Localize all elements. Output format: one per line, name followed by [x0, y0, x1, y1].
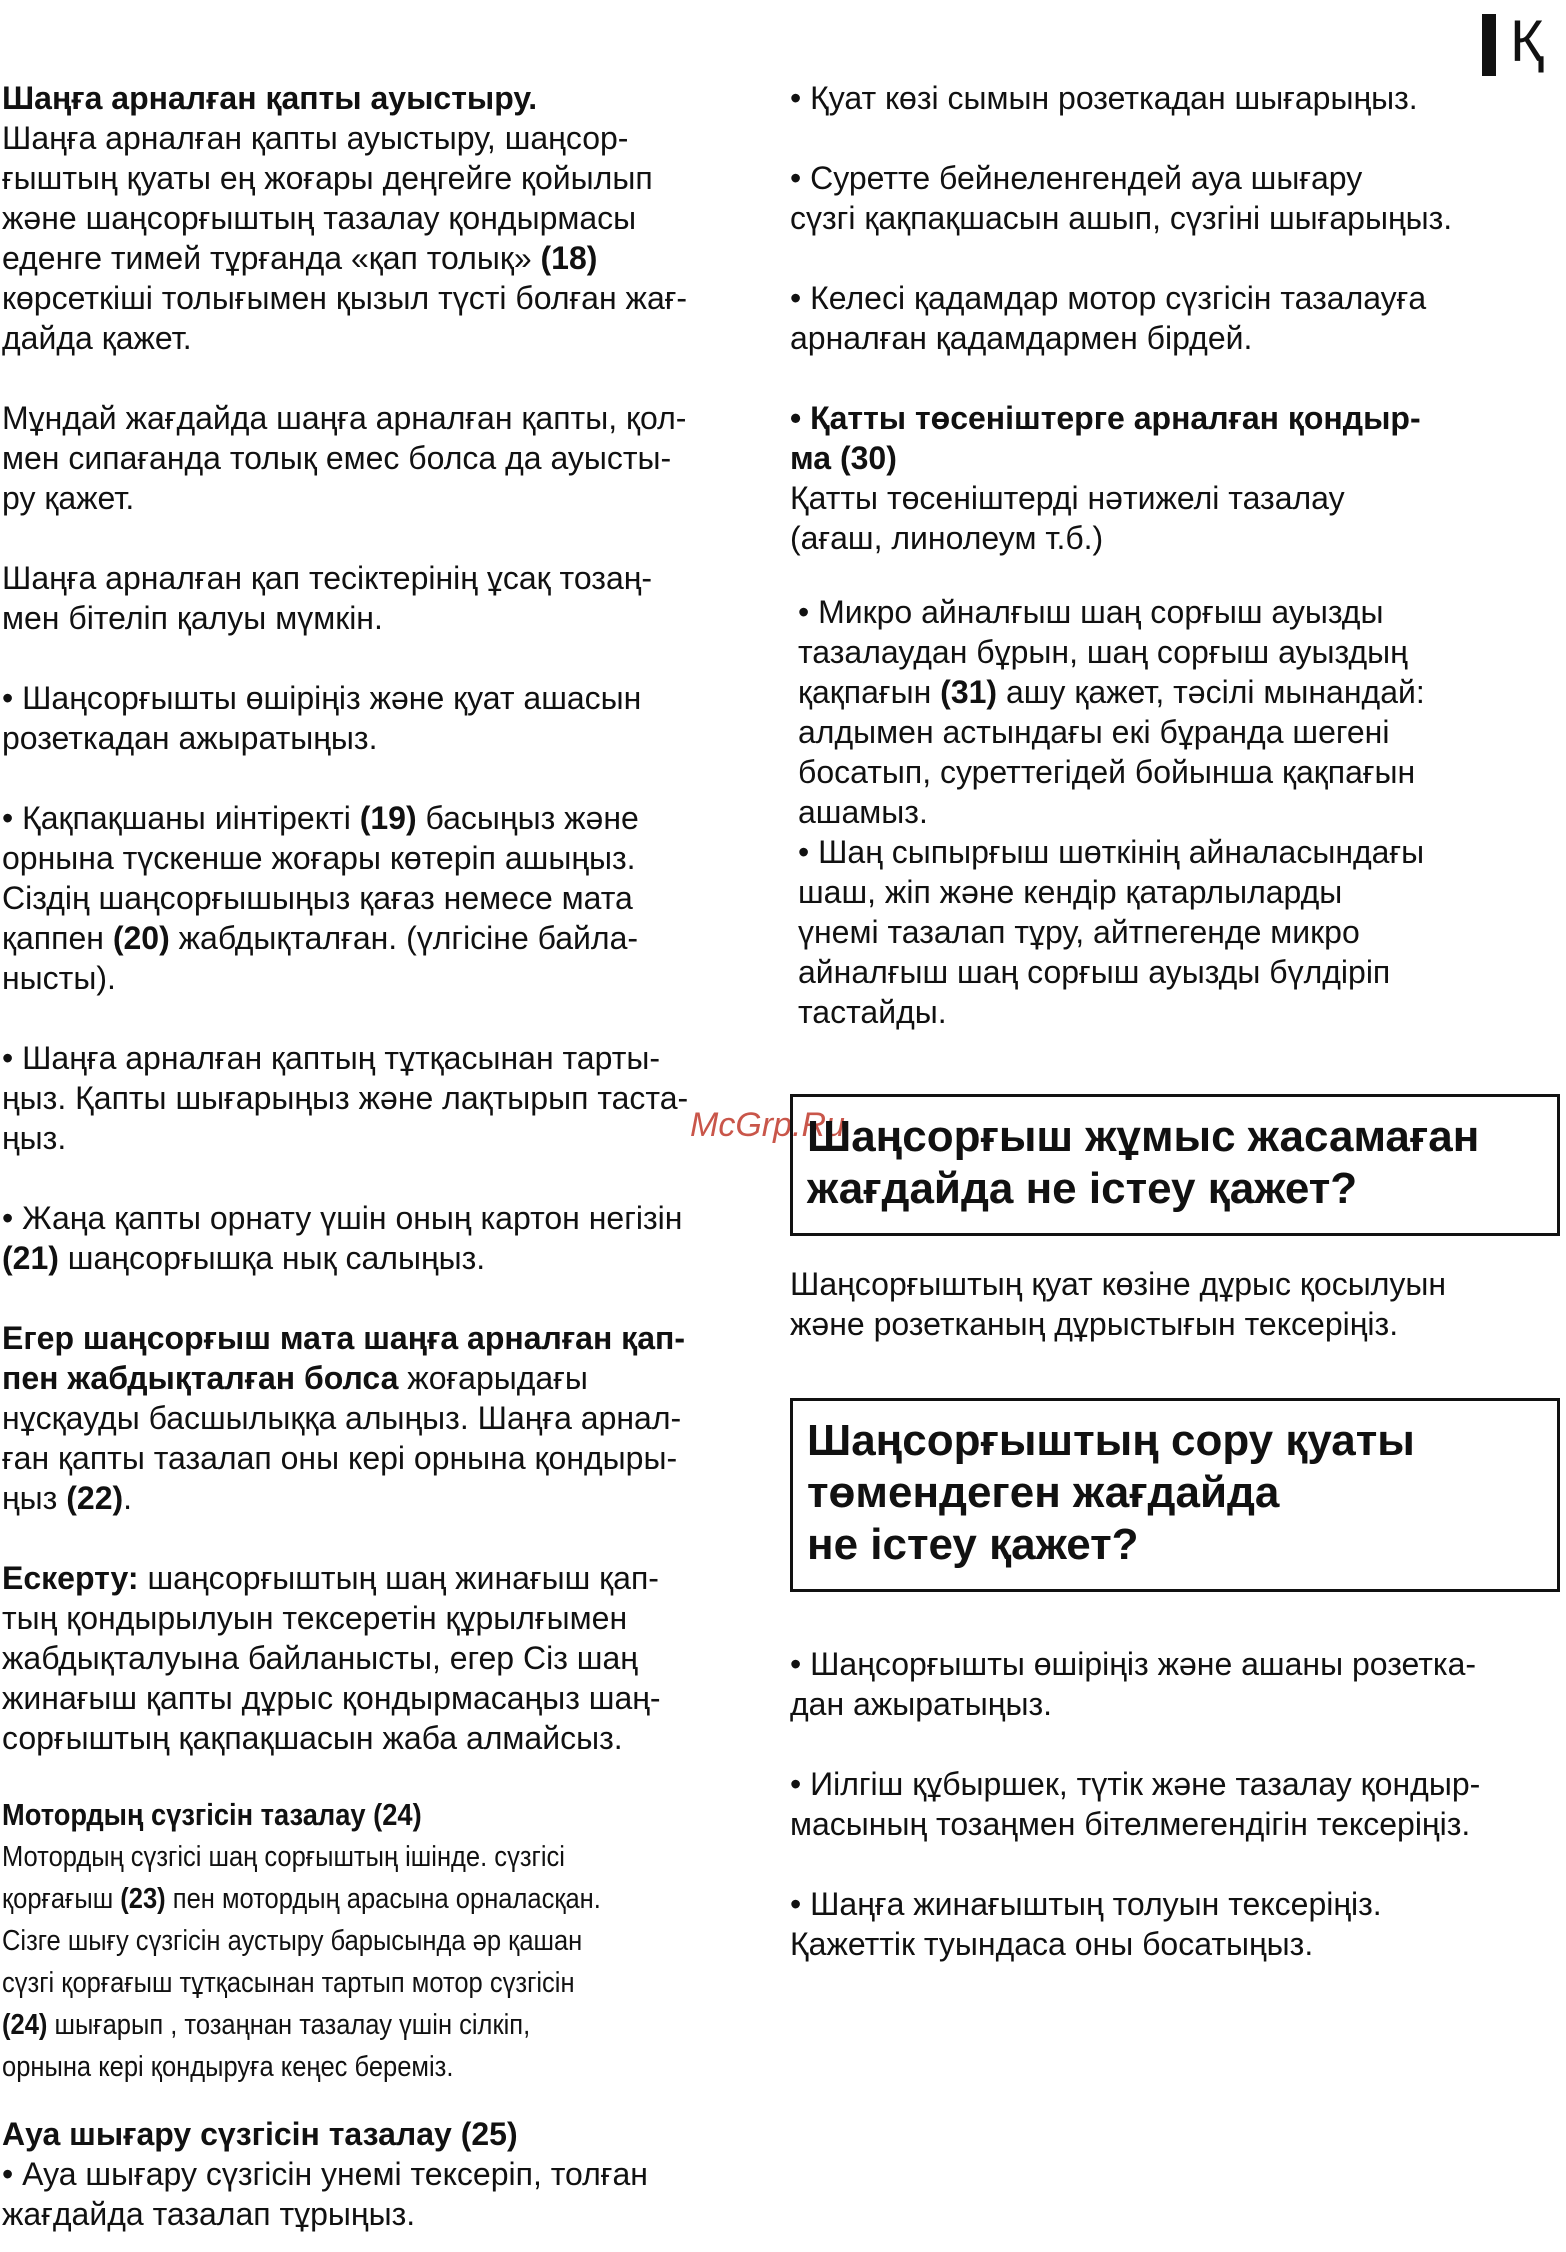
ref-18: (18): [540, 240, 598, 276]
ref-20: (20): [112, 920, 170, 956]
heading-hard-floor-nozzle: • Қатты төсеніштерге арналған қондыр- ма (30): [790, 400, 1421, 476]
paragraph-bag-pores: Шаңға арналған қап тесіктерінің ұсақ тозаң- мен бітеліп қалуы мүмкін.: [2, 560, 653, 636]
paragraph-replace-manual: Мұндай жағдайда шаңға арналған қапты, қол- мен сипағанда толық емес болса да ауысты- ру қажет.: [2, 400, 687, 516]
motor-filter-section: [2, 1794, 759, 2088]
right-column: [790, 78, 1560, 1964]
text: • Микро айналғыш шаң сорғыш ауызды тазалаудан бұрын, шаң сорғыш ауыздың қақпағын: [798, 594, 1408, 710]
text: Шаңға арналған қапты ауыстыру, шаңсор- ғыштың қуаты ең жоғары деңгейге қойылып және шаңсорғыштың тазалау қондырмасы еденге тимей тұрғанда «қап толық»: [2, 120, 653, 276]
paragraph-cloth-bag: Егер шаңсорғыш мата шаңға арналған қап- пен жабдықталған болса жоғарыдағы нұсқауды басшылыққа алыңыз. Шаңға арнал- ған қапты тазалап оны кері орнына қондыры- ңыз (22).: [2, 1320, 685, 1516]
bullet-micro-nozzle-cover: [798, 592, 1560, 832]
left-column: [2, 78, 770, 2234]
heading-motor-filter: Мотордың сүзгісін тазалау (24): [2, 1797, 422, 1832]
ref-23: (23): [120, 1883, 166, 1915]
paragraph-hard-floor: Қатты төсеніштерді нәтижелі тазалау (ағаш, линолеум т.б.): [790, 480, 1345, 556]
bullet-install-bag: [2, 1198, 770, 1278]
ref-21: (21): [2, 1240, 59, 1276]
watermark: McGrp.Ru: [690, 1106, 845, 1144]
paragraph-motor-filter: [2, 1836, 759, 2088]
ref-19: (19): [359, 800, 417, 836]
text: ашу қажет, тәсілі мынандай: алдымен астындағы екі бұранда шегені босатып, суреттегідей бойынша қақпағын ашамыз.: [798, 674, 1425, 830]
text: жоғарыдағы нұсқауды басшылыққа алыңыз. Шаңға арнал- ған қапты тазалап оны кері орнына қондыры- ңыз: [2, 1360, 682, 1516]
text: шаңсорғыштың шаң жинағыш қап- тың қондырылуын тексеретін құрылғымен жабдықталуына байланысты, егер Сіз шаң жинағыш қапты дұрыс қондырмасаңыз шаң- сорғыштың қақпақшасын жаба алмайсыз.: [2, 1560, 661, 1756]
ref-31: (31): [940, 674, 998, 710]
faq-box-not-working: Шаңсорғыш жұмыс жасамаған жағдайда не істеу қажет?: [790, 1094, 1560, 1236]
text: көрсеткіші толығымен қызыл түсті болған жағ- дайда қажет.: [2, 280, 688, 356]
paragraph-replace-intro: [2, 118, 770, 358]
ref-24: (24): [2, 2009, 48, 2041]
bullet-same-steps: • Келесі қадамдар мотор сүзгісін тазалауға арналған қадамдармен бірдей.: [790, 280, 1427, 356]
bold-text: Егер шаңсорғыш мата шаңға арналған қап- пен жабдықталған болса: [2, 1320, 685, 1396]
text: Мотордың сүзгісі шаң сорғыштың ішінде. сүзгісі қорғағыш: [2, 1841, 565, 1915]
bullet-brush-cleaning: • Шаң сыпырғыш шөткінің айналасындағы шаш, жіп және кендір қатарлыларды үнемі тазалап тұру, айтпегенде микро айналғыш шаң сорғыш ауызды бүлдіріп тастайды.: [798, 834, 1425, 1030]
heading-exhaust-filter: Ауа шығару сүзгісін тазалау (25): [2, 2116, 518, 2152]
text: пен мотордың арасына орналасқан. Сізге шығу сүзгісін аустыру барысында әр қашан сүзгі қорғағыш тұтқасынан тартып мотор сүзгісін: [2, 1883, 601, 1999]
language-letter: Қ: [1510, 9, 1544, 74]
bullet-open-exhaust-cover: • Суретте бейнеленгендей ауа шығару сүзгі қақпақшасын ашып, сүзгіні шығарыңыз.: [790, 160, 1453, 236]
text: • Қақпақшаны иінтіректі: [2, 800, 351, 836]
language-tab-marker: [1482, 14, 1496, 76]
ref-22: (22): [66, 1480, 124, 1516]
bullet-switch-off-unplug: • Шаңсорғышты өшіріңіз және ашаны розетка- дан ажыратыңыз.: [790, 1646, 1477, 1722]
bullet-check-bag-full: • Шаңға жинағыштың толуын тексеріңіз. Қажеттік туындаса оны босатыңыз.: [790, 1886, 1382, 1962]
paragraph-warning: [2, 1558, 770, 1758]
bullet-remove-bag: • Шаңға арналған қаптың тұтқасынан тарты- ңыз. Қапты шығарыңыз және лақтырып таста- ңыз.: [2, 1040, 689, 1156]
bullet-open-cover: [2, 798, 770, 998]
text: • Жаңа қапты орнату үшін оның картон негізін: [2, 1200, 683, 1236]
bullet-exhaust-filter: • Ауа шығару сүзгісін унемі тексеріп, толған жағдайда тазалап тұрыңыз.: [2, 2156, 648, 2232]
text: шаңсорғышқа нық салыңыз.: [67, 1240, 486, 1276]
faq-box-low-suction: Шаңсорғыштың сору қуаты төмендеген жағдайда не істеу қажет?: [790, 1398, 1560, 1592]
warning-label: Ескерту:: [2, 1560, 139, 1596]
text: жабдықталған. (үлгісіне байла- нысты).: [2, 920, 639, 996]
heading-replace-bag: Шаңға арналған қапты ауыстыру.: [2, 80, 538, 116]
bullet-switch-off: • Шаңсорғышты өшіріңіз және қуат ашасын розеткадан ажыратыңыз.: [2, 680, 642, 756]
paragraph-check-power: Шаңсорғыштың қуат көзіне дұрыс қосылуын және розетканың дұрыстығын тексеріңіз.: [790, 1266, 1447, 1342]
bullet-unplug: • Қуат көзі сымын розеткадан шығарыңыз.: [790, 80, 1418, 116]
bullet-check-hose: • Иілгіш құбыршек, түтік және тазалау қондыр- масының тозаңмен бітелмегендігін тексеріңіз.: [790, 1766, 1481, 1842]
text: басыңыз және орнына түскенше жоғары көтеріп ашыңыз. Сіздің шаңсорғышыңыз қағаз немесе мата қаппен: [2, 800, 639, 956]
text: шығарып , тозаңнан тазалау үшін сілкіп, орнына кері қондыруға кеңес береміз.: [2, 2009, 531, 2083]
